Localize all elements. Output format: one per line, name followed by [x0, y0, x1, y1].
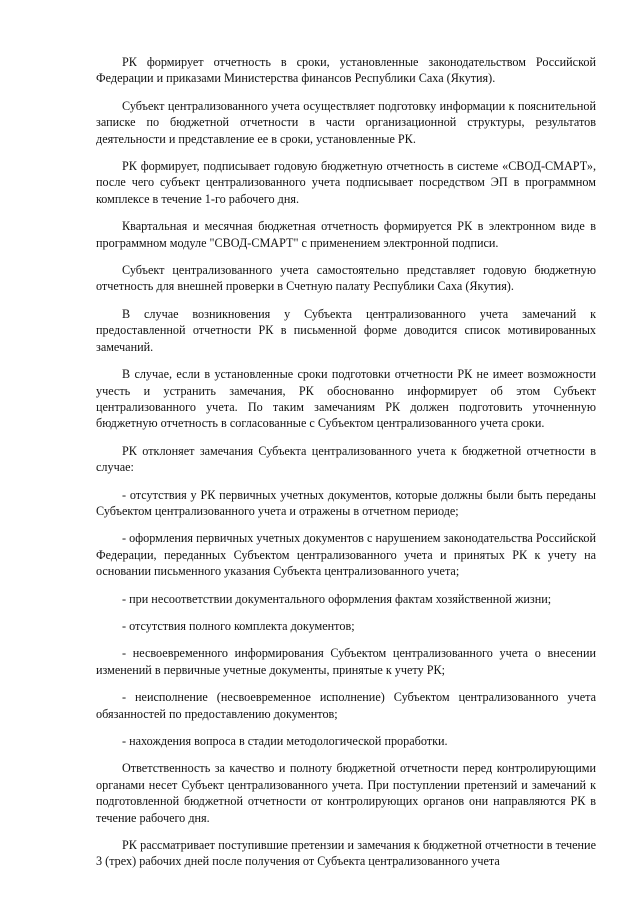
paragraph: Ответственность за качество и полноту бюджетной отчетности перед контролирующими органами несет Субъект централизованного учета. При поступлении претензий и замечаний к подготовленной бюджетной отчетности от контролирующих органов они направляются РК в течение рабочего дня. — [96, 761, 596, 825]
paragraph: В случае, если в установленные сроки подготовки отчетности РК не имеет возможности учесть и устранить замечания, РК обоснованно информирует об этом Субъект централизованного учета. По таким замечаниям РК должен подготовить уточненную бюджетную отчетность в согласованные с Субъектом централизованного учета сроки. — [96, 367, 596, 431]
paragraph: В случае возникновения у Субъекта централизованного учета замечаний к предоставленной отчетности РК в письменной форме доводится список мотивированных замечаний. — [96, 306, 596, 354]
list-item: - несвоевременного информирования Субъектом централизованного учета о внесении изменений в первичные учетные документы, принятые к учету РК; — [96, 646, 596, 677]
paragraph: РК формирует отчетность в сроки, установленные законодательством Российской Федерации и приказами Министерства финансов Республики Саха (Якутия). — [96, 55, 596, 86]
paragraph: РК отклоняет замечания Субъекта централизованного учета к бюджетной отчетности в случае: — [96, 443, 596, 475]
paragraph: РК рассматривает поступившие претензии и замечания к бюджетной отчетности в течение 3 (трех) рабочих дней после получения от Субъекта централизованного учета — [96, 838, 596, 869]
paragraph: Субъект централизованного учета осуществляет подготовку информации к пояснительной записке по бюджетной отчетности в части организационной структуры, результатов деятельности и представление ее в сроки, установленные РК. — [96, 98, 596, 146]
document-body — [96, 54, 596, 881]
paragraph: Квартальная и месячная бюджетная отчетность формируется РК в электронном виде в программном модуле "СВОД-СМАРТ" с применением электронной подписи. — [96, 219, 596, 250]
paragraph: Субъект централизованного учета самостоятельно представляет годовую бюджетную отчетность для внешней проверки в Счетную палату Республики Саха (Якутия). — [96, 263, 596, 294]
paragraph: РК формирует, подписывает годовую бюджетную отчетность в системе «СВОД-СМАРТ», после чего субъект централизованного учета подписывает посредством ЭП в программном комплексе в течение 1-го рабочего дня. — [96, 159, 596, 206]
list-item: - нахождения вопроса в стадии методологической проработки. — [122, 734, 448, 748]
list-item: - оформления первичных учетных документов с нарушением законодательства Российской Федерации, переданных Субъектом централизованного учета и принятых РК к учету на основании письменного указания Субъекта централизованного учета; — [96, 531, 596, 579]
list-item: - отсутствия у РК первичных учетных документов, которые должны были быть переданы Субъектом централизованного учета и отражены в отчетном периоде; — [96, 487, 596, 518]
list-item: - отсутствия полного комплекта документов; — [122, 618, 355, 633]
list-item: - неисполнение (несвоевременное исполнение) Субъектом централизованного учета обязанностей по предоставлению документов; — [96, 690, 596, 721]
list-item: - при несоответствии документального оформления фактам хозяйственной жизни; — [122, 591, 552, 606]
